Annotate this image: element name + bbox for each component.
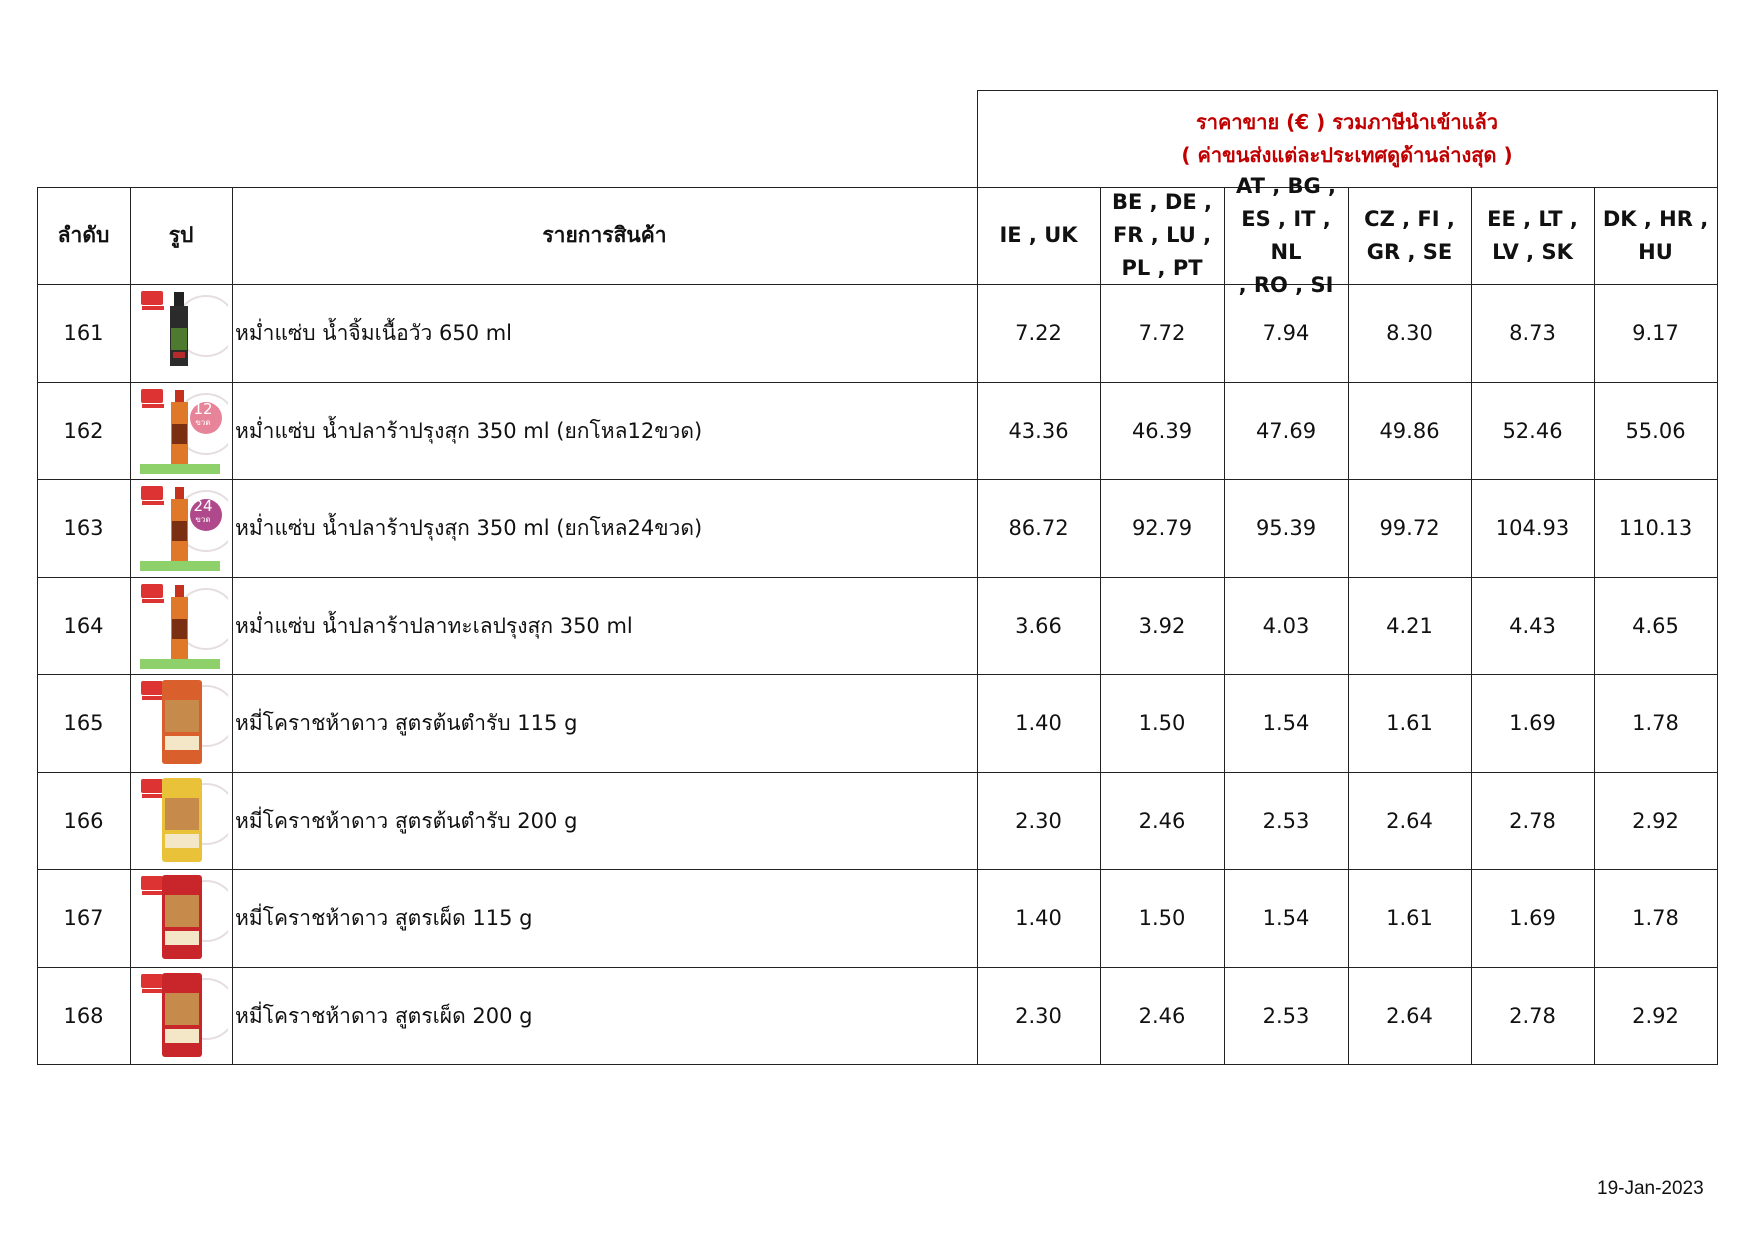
row-price-cell (1348, 577, 1471, 675)
row-product-cell (232, 772, 977, 870)
row-price: 2.64 (1386, 809, 1433, 833)
row-price-cell (1348, 674, 1471, 772)
row-price: 2.53 (1262, 809, 1310, 833)
row-price-cell (1471, 674, 1594, 772)
row-price-cell (1471, 967, 1594, 1065)
row-price-cell (1224, 382, 1348, 480)
row-price: 52.46 (1502, 419, 1563, 443)
row-order-cell (37, 967, 130, 1065)
quantity-badge (188, 400, 218, 429)
row-price: 4.65 (1632, 614, 1679, 638)
row-price: 2.64 (1386, 1004, 1433, 1028)
header-region-line: EE , LT , (1487, 206, 1578, 231)
row-price: 3.66 (1015, 614, 1062, 638)
row-price: 9.17 (1632, 321, 1679, 345)
row-price-cell (1594, 577, 1717, 675)
row-price: 43.36 (1008, 419, 1069, 443)
row-price-cell (1224, 869, 1348, 967)
row-price-cell (1224, 479, 1348, 577)
row-price-cell (1224, 577, 1348, 675)
row-price: 92.79 (1131, 516, 1193, 540)
row-price-cell (1471, 577, 1594, 675)
row-product-cell (232, 382, 977, 480)
row-price-cell (1224, 967, 1348, 1065)
header-region-line: , RO , SI (1238, 272, 1334, 297)
row-order-cell (37, 674, 130, 772)
header-region-4 (1348, 187, 1471, 284)
row-price-cell (977, 869, 1100, 967)
row-price: 2.46 (1138, 1004, 1186, 1028)
header-region-line: PL , PT (1121, 256, 1203, 280)
row-product-name: หมี่โคราชห้าดาว สูตรต้นตำรับ 200 g (235, 808, 578, 833)
banner-line-1: ราคาขาย (€ ) รวมภาษีนำเข้าแล้ว (1195, 109, 1499, 134)
row-price: 104.93 (1495, 516, 1570, 540)
row-product-cell (232, 284, 977, 382)
row-price: 1.78 (1632, 711, 1679, 735)
row-order: 165 (63, 711, 104, 735)
header-order (37, 187, 130, 284)
row-price: 1.78 (1632, 906, 1679, 930)
row-product-name: หม่ำแซ่บ น้ำปลาร้าปรุงสุก 350 ml (ยกโหล12ขวด) (235, 418, 703, 443)
row-product-cell (232, 869, 977, 967)
header-product-label: รายการสินค้า (542, 223, 667, 247)
row-price: 2.30 (1015, 1004, 1062, 1028)
header-image-label: รูป (168, 223, 194, 247)
row-price: 1.54 (1262, 711, 1310, 735)
row-price-cell (1594, 967, 1717, 1065)
row-price-cell (977, 479, 1100, 577)
header-region-line: HU (1638, 239, 1673, 264)
row-product-name: หมี่โคราชห้าดาว สูตรเผ็ด 115 g (235, 905, 533, 930)
row-price-cell (1224, 674, 1348, 772)
row-price: 4.21 (1386, 614, 1433, 638)
row-product-cell (232, 967, 977, 1065)
header-region-line: AT , BG , (1235, 173, 1337, 198)
row-order-cell (37, 869, 130, 967)
row-order: 163 (63, 516, 104, 540)
header-region-1 (977, 187, 1100, 284)
product-thumbnail (132, 675, 231, 771)
quantity-badge (188, 497, 218, 526)
row-price-cell (1471, 772, 1594, 870)
row-price-cell (1224, 772, 1348, 870)
row-order-cell (37, 382, 130, 480)
row-order: 164 (63, 614, 104, 638)
row-price-cell (1100, 967, 1224, 1065)
row-price-cell (1348, 967, 1471, 1065)
header-region-6 (1594, 187, 1717, 284)
row-order-cell (37, 772, 130, 870)
row-product-name: หมี่โคราชห้าดาว สูตรต้นตำรับ 115 g (235, 710, 578, 735)
row-price-cell (1100, 577, 1224, 675)
product-thumbnail (132, 773, 231, 869)
row-price: 4.43 (1509, 614, 1556, 638)
row-price-cell (1594, 869, 1717, 967)
row-price-cell (977, 674, 1100, 772)
row-price-cell (1100, 674, 1224, 772)
row-price: 55.06 (1625, 419, 1686, 443)
row-price: 86.72 (1008, 516, 1069, 540)
row-price-cell (1100, 284, 1224, 382)
badge-unit: ขวด (195, 418, 211, 427)
row-product-name: หมี่โคราชห้าดาว สูตรเผ็ด 200 g (235, 1003, 533, 1028)
header-region-3 (1224, 173, 1348, 297)
header-region-2 (1100, 187, 1224, 284)
row-order: 167 (63, 906, 104, 930)
row-price: 2.53 (1262, 1004, 1310, 1028)
row-price: 110.13 (1618, 516, 1693, 540)
row-price-cell (1224, 284, 1348, 382)
product-thumbnail (132, 968, 231, 1064)
row-price-cell (1348, 382, 1471, 480)
row-price-cell (977, 967, 1100, 1065)
header-region-line: CZ , FI , (1364, 206, 1455, 231)
row-price: 1.50 (1138, 906, 1186, 930)
header-region-line: BE , DE , (1111, 190, 1213, 214)
header-region-line: FR , LU , (1112, 223, 1212, 247)
row-price: 1.69 (1509, 711, 1556, 735)
row-price-cell (977, 577, 1100, 675)
row-price-cell (1471, 869, 1594, 967)
row-price: 8.73 (1509, 321, 1556, 345)
row-price: 2.78 (1509, 809, 1556, 833)
document-date: 19-Jan-2023 (1597, 1178, 1704, 1199)
row-price-cell (1594, 674, 1717, 772)
header-region-line: GR , SE (1366, 239, 1453, 264)
row-price-cell (1100, 869, 1224, 967)
row-order: 161 (63, 321, 104, 345)
row-price: 7.94 (1262, 321, 1310, 345)
header-order-label: ลำดับ (57, 223, 110, 247)
row-price: 99.72 (1379, 516, 1440, 540)
row-price: 7.72 (1138, 321, 1186, 345)
row-price-cell (1594, 284, 1717, 382)
row-price-cell (977, 772, 1100, 870)
row-price: 46.39 (1131, 419, 1193, 443)
row-price: 1.61 (1386, 906, 1433, 930)
header-product (232, 187, 977, 284)
row-price: 1.40 (1015, 711, 1062, 735)
row-product-name: หม่ำแซ่บ น้ำจิ้มเนื้อวัว 650 ml (235, 320, 513, 345)
row-price-cell (1471, 479, 1594, 577)
header-region-line: ES , IT , NL (1241, 206, 1331, 264)
row-price-cell (1100, 382, 1224, 480)
row-order: 166 (63, 809, 104, 833)
row-price: 7.22 (1015, 321, 1062, 345)
row-price: 8.30 (1386, 321, 1433, 345)
badge-count: 12 (193, 400, 213, 418)
row-price-cell (1594, 382, 1717, 480)
row-price-cell (1471, 382, 1594, 480)
row-price-cell (1348, 284, 1471, 382)
row-price: 4.03 (1262, 614, 1310, 638)
row-price-cell (1594, 479, 1717, 577)
grid-line (130, 187, 131, 1065)
row-order: 168 (63, 1004, 104, 1028)
row-price: 49.86 (1379, 419, 1440, 443)
badge-count: 24 (193, 497, 213, 515)
row-order-cell (37, 479, 130, 577)
product-thumbnail (132, 480, 231, 576)
badge-unit: ขวด (195, 515, 211, 524)
row-price-cell (1100, 772, 1224, 870)
row-product-name: หม่ำแซ่บ น้ำปลาร้าปรุงสุก 350 ml (ยกโหล24ขวด) (235, 515, 703, 540)
header-region-line: LV , SK (1492, 239, 1573, 264)
row-price: 95.39 (1255, 516, 1317, 540)
row-price-cell (1348, 772, 1471, 870)
header-region-line: DK , HR , (1602, 206, 1709, 231)
row-price: 47.69 (1255, 419, 1317, 443)
row-price-cell (1100, 479, 1224, 577)
row-product-cell (232, 479, 977, 577)
row-price-cell (1348, 479, 1471, 577)
row-price-cell (1348, 869, 1471, 967)
row-order-cell (37, 284, 130, 382)
product-thumbnail (132, 383, 231, 479)
product-thumbnail (132, 870, 231, 966)
banner-line-2: ( ค่าขนส่งแต่ละประเทศดูด้านล่างสุด ) (1181, 142, 1513, 167)
row-price: 2.92 (1632, 1004, 1679, 1028)
row-product-cell (232, 674, 977, 772)
row-price: 2.46 (1138, 809, 1186, 833)
row-price-cell (977, 284, 1100, 382)
row-price: 1.40 (1015, 906, 1062, 930)
row-price-cell (1594, 772, 1717, 870)
row-product-name: หม่ำแซ่บ น้ำปลาร้าปลาทะเลปรุงสุก 350 ml (235, 613, 633, 638)
header-region-5 (1471, 187, 1594, 284)
product-thumbnail (132, 578, 231, 674)
row-order: 162 (63, 419, 104, 443)
row-price: 1.54 (1262, 906, 1310, 930)
row-price: 1.50 (1138, 711, 1186, 735)
header-region-line: IE , UK (999, 223, 1078, 247)
row-product-cell (232, 577, 977, 675)
row-price: 1.69 (1509, 906, 1556, 930)
product-thumbnail (132, 285, 231, 381)
row-price: 3.92 (1138, 614, 1186, 638)
row-price-cell (1471, 284, 1594, 382)
row-price: 1.61 (1386, 711, 1433, 735)
row-price: 2.78 (1509, 1004, 1556, 1028)
price-banner (977, 90, 1717, 187)
row-order-cell (37, 577, 130, 675)
row-price-cell (977, 382, 1100, 480)
row-price: 2.30 (1015, 809, 1062, 833)
header-image (130, 187, 232, 284)
row-price: 2.92 (1632, 809, 1679, 833)
